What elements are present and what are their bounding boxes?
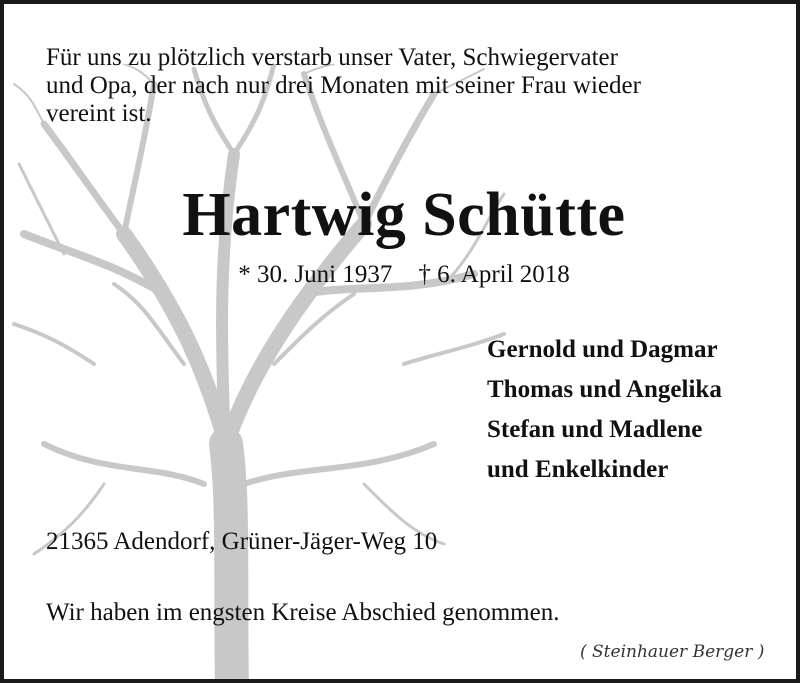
intro-line: und Opa, der nach nur drei Monaten mit seiner Frau wieder [46,72,641,99]
address: 21365 Adendorf, Grüner-Jäger-Weg 10 [46,528,438,555]
life-dates [4,260,800,290]
birth-date: * 30. Juni 1937 [238,261,393,288]
intro-line: Für uns zu plötzlich verstarb unser Vater, Schwiegervater [46,44,618,71]
family-member: Stefan und Madlene [487,416,703,443]
deceased-name: Hartwig Schütte [182,181,626,249]
stonemason-signature: ( Steinhauer Berger ) [580,642,765,662]
family-member: Thomas und Angelika [487,376,722,403]
family-member: Gernold und Dagmar [487,336,718,363]
intro-line: vereint ist. [46,100,152,127]
intro-text [46,44,766,128]
family-list [487,330,722,490]
tree-illustration [4,64,524,683]
death-date: † 6. April 2018 [418,261,570,288]
farewell-note: Wir haben im engsten Kreise Abschied genommen. [46,599,560,626]
family-member: und Enkelkinder [487,456,669,483]
